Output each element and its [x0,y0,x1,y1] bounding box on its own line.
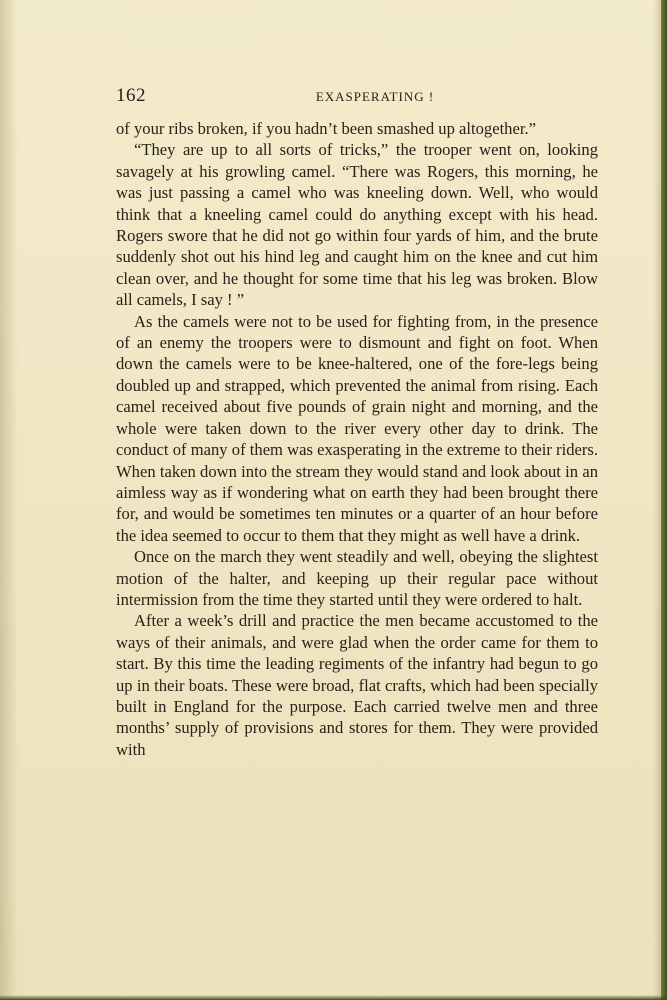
paragraph-1: of your ribs broken, if you hadn’t been smashed up altogether.” [116,119,536,138]
running-head: EXASPERATING ! [315,89,435,104]
paragraph-5: After a week’s drill and practice the men became accustomed to the ways of their animals, and were glad when the order came for them to start. By this time the leading regiments of the infantry had begun to go up in their boats. These were broad, flat crafts, which had been specially built in England for the purpose. Each carried twelve men and three months’ supply of provisions and stores for them. They were provided with [116,611,598,759]
body-text [116,118,598,760]
paragraph-2: “They are up to all sorts of tricks,” the trooper went on, looking savagely at his growling camel. “There was Rogers, this morning, he was just passing a camel who was kneeling down. Well, who would think that a kneeling camel could do anything except with his head. Rogers swore that he did not go within four yards of him, and the brute suddenly shot out his hind leg and caught him on the knee and cut him clean over, and he thought for some time that his leg was broken. Blow all camels, I say ! ” [116,140,598,310]
page-number: 162 [116,85,146,106]
page-edge-right [661,0,667,1000]
paragraph-4: Once on the march they went steadily and well, obeying the slightest motion of the halter, and keeping up their regular pace without intermission from the time they started until they were ordered to halt. [116,547,598,609]
page-header [116,84,598,108]
page-edge-bottom [0,995,667,1000]
paragraph-3: As the camels were not to be used for fighting from, in the presence of an enemy the troopers were to dismount and fight on foot. When down the camels were to be knee-haltered, one of the fore-legs being doubled up and strapped, which prevented the animal from rising. Each camel received about five pounds of grain night and morning, and the whole were taken down to the river every other day to drink. The conduct of many of them was exasperating in the extreme to their riders. When taken down into the stream they would stand and look about in an aimless way as if wondering what on earth they had been brought there for, and would be sometimes ten minutes or a quarter of an hour before the idea seemed to occur to them that they might as well have a drink. [116,311,598,545]
